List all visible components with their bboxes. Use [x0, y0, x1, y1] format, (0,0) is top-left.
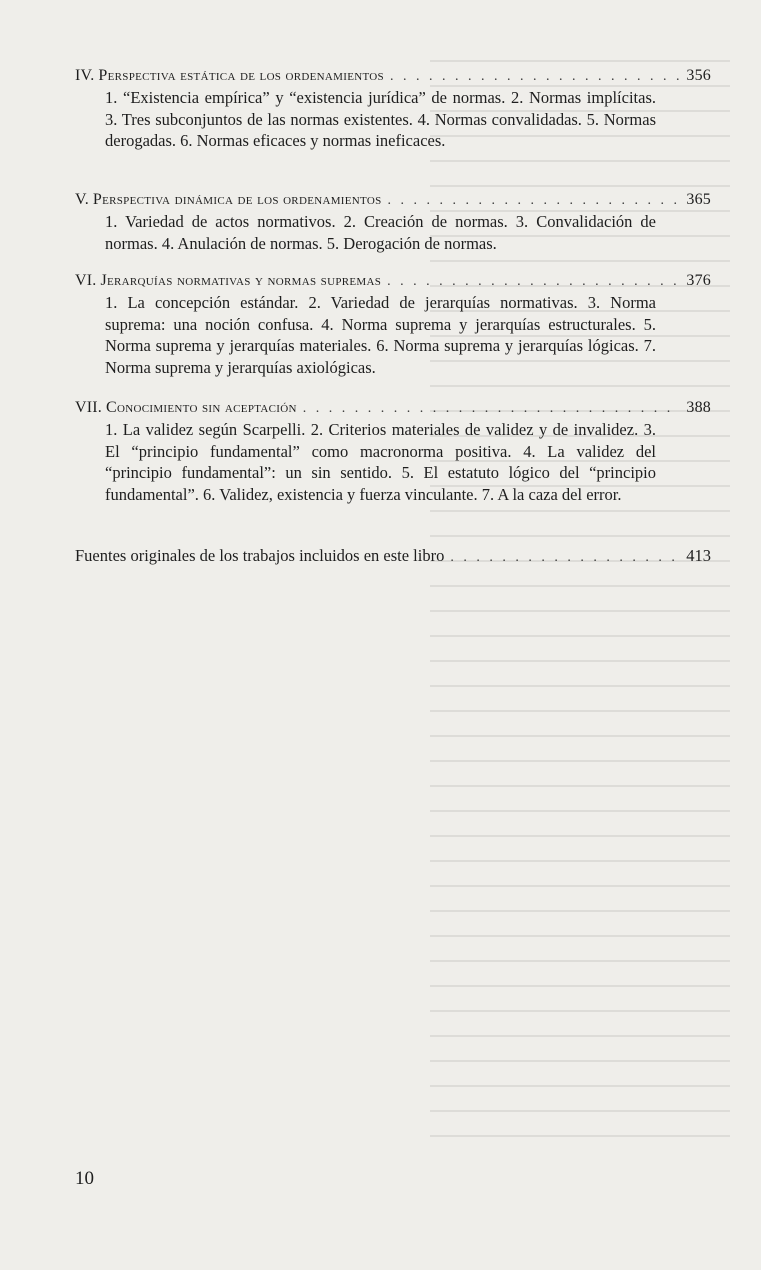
toc-entry-heading	[75, 398, 711, 419]
chapter-numeral: VII.	[75, 399, 103, 416]
chapter-title: Perspectiva dinámica de los ordenamientos	[92, 191, 382, 208]
toc-entry-heading	[75, 66, 711, 87]
chapter-title: Jerarquías normativas y normas supremas	[100, 272, 382, 289]
page-number: 388	[686, 399, 711, 416]
leader-dots	[450, 550, 680, 566]
page-number: 356	[686, 67, 711, 84]
leader-dots	[387, 272, 680, 292]
chapter-sections: 1. Variedad de actos normativos. 2. Creación de normas. 3. Convalidación de normas. 4. Anulación de normas. 5. Derogación de normas.	[105, 212, 656, 253]
leader-dots	[388, 191, 681, 211]
chapter-sections: 1. “Existencia empírica” y “existencia jurídica” de normas. 2. Normas implícitas. 3. Tres subconjuntos de las normas existentes. 4. Normas convalidadas. 5. Normas derogadas. 6. Normas eficaces y normas ineficaces.	[105, 88, 656, 150]
chapter-sections: 1. La validez según Scarpelli. 2. Criterios materiales de validez y de invalidez. 3. El “principio fundamental” como macronorma positiva. 4. La validez del “principio fundamental”: un sin sentido. 5. El estatuto lógico del “principio fundamental”. 6. Validez, existencia y fuerza vinculante. 7. A la caza del error.	[105, 420, 656, 504]
toc-entry-v	[75, 190, 711, 254]
chapter-numeral: V.	[75, 191, 89, 208]
page-number: 376	[686, 272, 711, 289]
chapter-sections: 1. La concepción estándar. 2. Variedad de jerarquías normativas. 3. Norma suprema: una noción confusa. 4. Norma suprema y jerarquías estructurales. 5. Norma suprema y jerarquías materiales. 6. Norma suprema y jerarquías lógicas. 7. Norma suprema y jerarquías axiológicas.	[105, 293, 656, 377]
chapter-title: Conocimiento sin aceptación	[106, 399, 297, 416]
chapter-numeral: VI.	[75, 272, 97, 289]
toc-entry-heading	[75, 271, 711, 292]
page-number: 365	[686, 191, 711, 208]
toc-entry-iv	[75, 66, 711, 152]
toc-entry-vii	[75, 398, 711, 505]
folio-page-number: 10	[75, 1168, 94, 1189]
leader-dots	[303, 399, 681, 419]
sources-label: Fuentes originales de los trabajos incluidos en este libro	[75, 546, 445, 565]
toc-entry-sources	[75, 546, 711, 566]
chapter-numeral: IV.	[75, 67, 95, 84]
toc-entry-heading	[75, 190, 711, 211]
page-number: 413	[686, 546, 711, 565]
chapter-title: Perspectiva estática de los ordenamientos	[98, 67, 384, 84]
toc-entry-vi	[75, 271, 711, 378]
leader-dots	[390, 67, 680, 87]
